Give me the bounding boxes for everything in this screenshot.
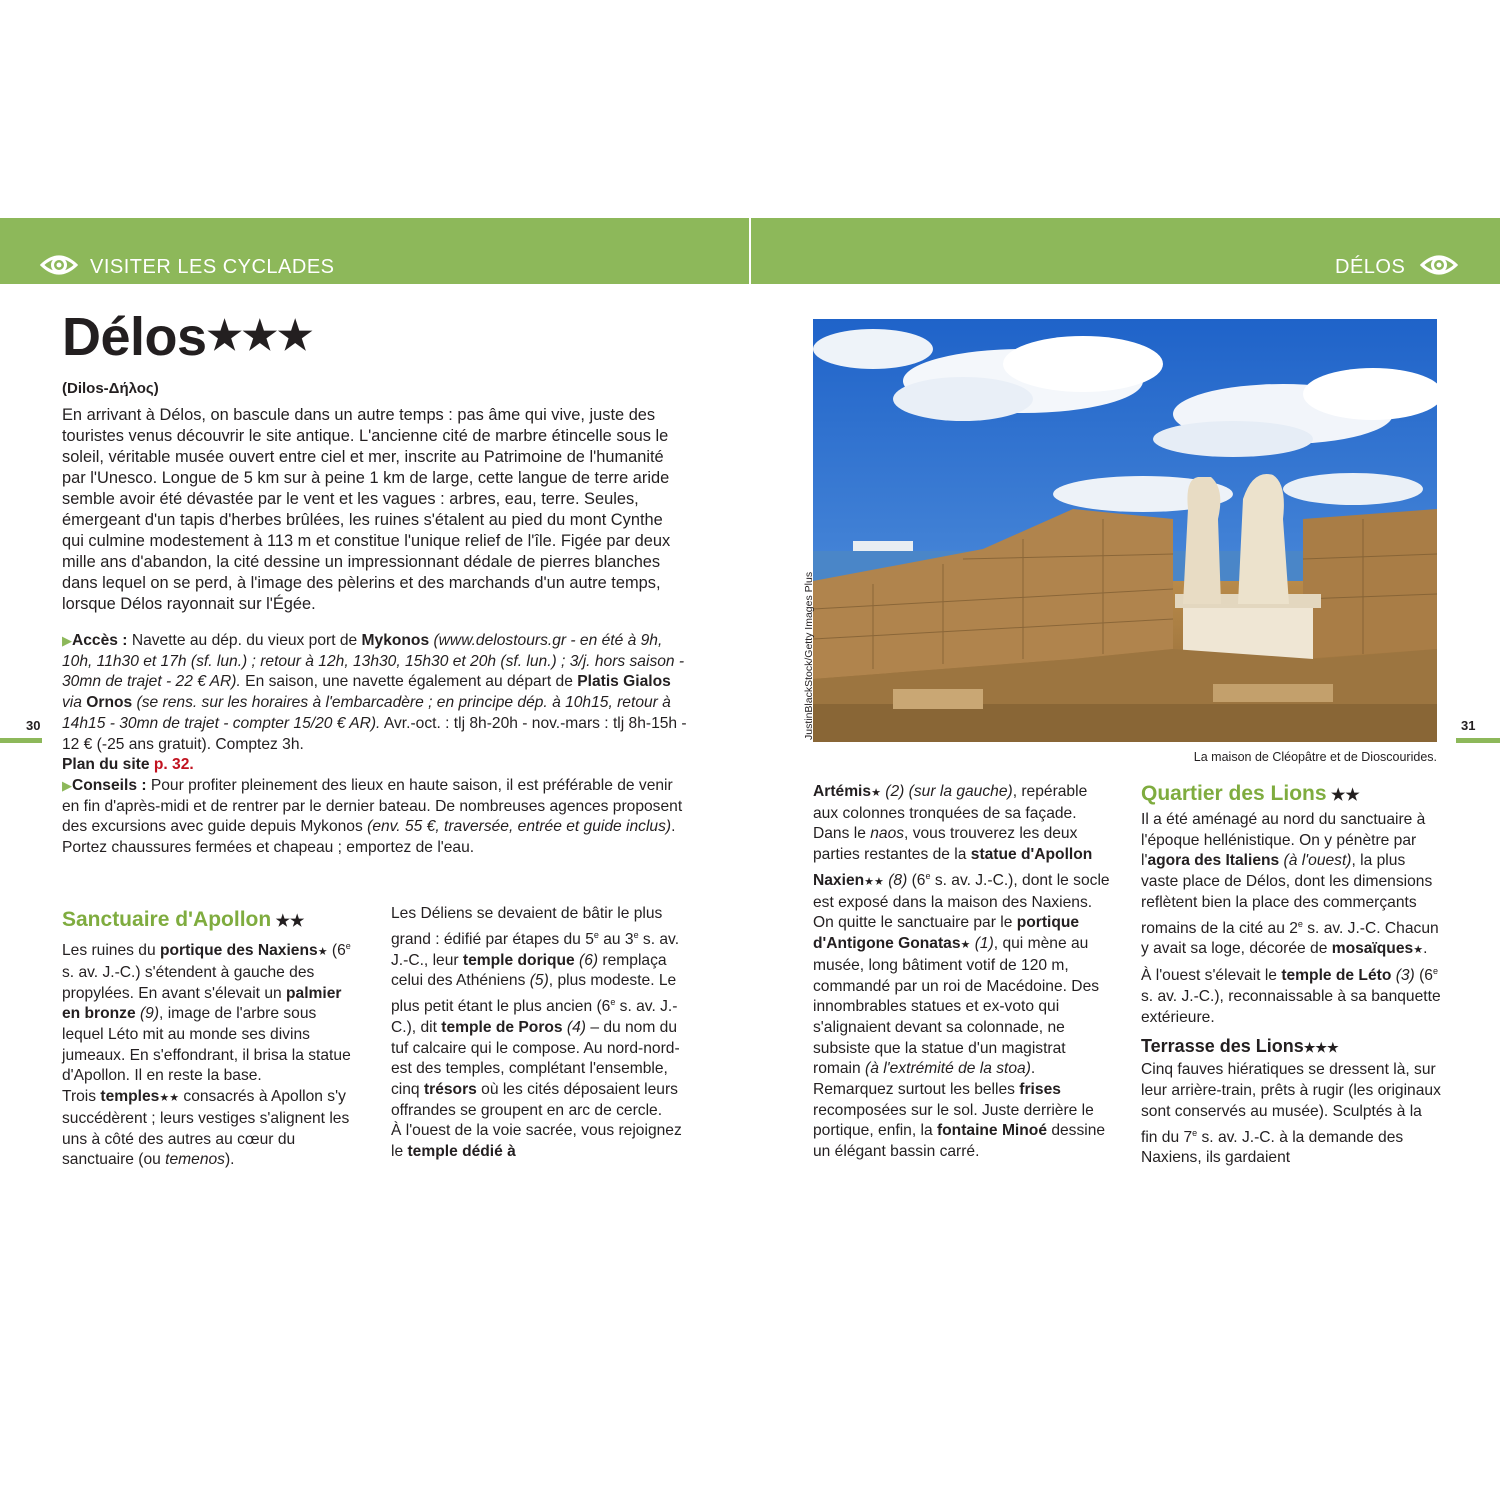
paragraph: Cinq fauves hiératiques se dressent là, sur leur arrière-train, prêts à rugir (les originaux sont conservés au musée). Sculptés à la fin du 7e s. av. J.-C. à la demande des Naxiens, ils gardaient <box>1141 1061 1441 1167</box>
triangle-bullet-icon: ▶ <box>62 633 72 648</box>
practical-info <box>62 631 687 859</box>
section-heading-lions-quarter: Quartier des Lions ★★ <box>1141 782 1360 805</box>
paragraph: Les ruines du portique des Naxiens★ (6e s. av. J.-C.) s'étendent à gauche des propylées. En avant s'élevait un palmier en bronze (9), image de l'arbre sous lequel Léto mit au monde ses divins jumeaux. En s'effondrant, il brisa la statue d'Apollon. Il en reste la base. <box>62 941 351 1085</box>
paragraph: Il a été aménagé au nord du sanctuaire à l'époque hellénistique. On y pénètre par l'agora des Italiens (à l'ouest), la plus vaste place de Délos, dont les dimensions reflètent bien la place des commerçants romains de la cité au 2e s. av. J.-C. Chacun y avait sa loge, décorée de mosaïques★. <box>1141 811 1439 958</box>
tips-paragraph: ▶Conseils : Pour profiter pleinement des lieux en haute saison, il est préférable de venir en fin d'après-midi et de rentrer par le dernier bateau. De nombreuses agences proposent des excursions avec guide depuis Mykonos (env. 55 €, traversée, entrée et guide inclus). Portez chaussures fermées et chapeau ; emportez de l'eau. <box>62 776 683 857</box>
page-title <box>62 306 313 368</box>
rating-stars: ★★★ <box>206 314 313 358</box>
photo-credit: JustinBlackStock/Getty Images Plus <box>803 571 815 740</box>
section-title-right: DÉLOS <box>1335 256 1406 278</box>
paragraph: À l'ouest de la voie sacrée, vous rejoignez le temple dédié à <box>391 1122 682 1161</box>
photo-house-cleopatra <box>813 319 1437 742</box>
section-title-left: VISITER LES CYCLADES <box>90 256 335 278</box>
site-plan-line: Plan du site p. 32. <box>62 756 194 774</box>
column-2 <box>391 904 691 1163</box>
page-marker-right <box>1456 738 1500 743</box>
eye-icon <box>40 252 78 278</box>
paragraph: Les Déliens se devaient de bâtir le plus grand : édifié par étapes du 5e au 3e s. av. J.-C., leur temple dorique (6) remplaça celui des Athéniens (5), plus modeste. Le plus petit étant le plus ancien (6e s. av. J.-C.), dit temple de Poros (4) – du nom du tuf calcaire qui le compose. Au nord-nord-est des temples, complétant l'ensemble, cinq trésors où les cités déposaient leurs offrandes se groupent en arc de cercle. <box>391 905 680 1119</box>
heading-stars: ★★ <box>1326 787 1360 804</box>
heading-stars: ★★★ <box>1303 1040 1339 1056</box>
page-marker-left <box>0 738 42 743</box>
sub-heading-lions-terrace: Terrasse des Lions★★★ <box>1141 1036 1339 1057</box>
intro-paragraph: En arrivant à Délos, on bascule dans un autre temps : pas âme qui vive, juste des touristes venus découvrir le site antique. L'ancienne cité de marbre étincelle sous le soleil, véritable musée ouvert entre ciel et mer, inscrite au Patrimoine de l'humanité par l'Unesco. Longue de 5 km sur à peine 1 km de large, cette langue de terre aride semble avoir été dévastée par le vent et les vagues : arbres, eau, terre. Seules, émergeant d'un tapis d'herbes brûlées, les ruines s'étalent au pied du mont Cynthe qui culmine modestement à 113 m et constitue l'unique relief de l'île. Figée par deux mille ans d'abandon, la cité dessine un impressionnant dédale de pierres blanches dans lequel on se perd, à l'image des pèlerins et des marchands d'un autre temps, lorsque Délos rayonnait sur l'Égée. <box>62 406 671 613</box>
column-3 <box>813 782 1113 1163</box>
site-plan-link[interactable]: p. 32. <box>153 756 194 774</box>
title-text: Délos <box>62 307 207 367</box>
heading-stars: ★★ <box>271 913 305 930</box>
access-paragraph: ▶Accès : Navette au dép. du vieux port de Mykonos (www.delostours.gr - en été à 9h, 10h, 11h30 et 17h (sf. lun.) ; retour à 12h, 13h30, 15h30 et 20h (sf. lun.) ; 3/j. hors saison - 30mn de trajet - 22 € AR). En saison, une navette également au départ de Platis Gialos via Ornos (se rens. sur les horaires à l'embarcadère ; en principe dép. à 10h15, retour à 14h15 - 30mn de trajet - compter 15/20 € AR). Avr.-oct. : tlj 8h-20h - nov.-mars : tlj 8h-15h - 12 € (-25 ans gratuit). Comptez 3h. <box>62 632 687 753</box>
page-number-right: 31 <box>1461 718 1476 733</box>
paragraph: Trois temples★★ consacrés à Apollon s'y succédèrent ; leurs vestiges s'alignent les uns à côté des autres au cœur du sanctuaire (ou temenos). <box>62 1088 350 1169</box>
page-number-left: 30 <box>26 718 41 733</box>
paragraph: À l'ouest s'élevait le temple de Léto (3) (6e s. av. J.-C.), reconnaissable à sa banquette extérieure. <box>1141 966 1441 1026</box>
paragraph: On quitte le sanctuaire par le portique d'Antigone Gonatas★ (1), qui mène au musée, long bâtiment votif de 120 m, commandé par un roi de Macédoine. Des innombrables statues et ex-voto qui s'alignaient devant sa colonnade, ne subsiste que la statue d'un magistrat romain (à l'extrémité de la stoa). Remarquez surtout les belles frises recomposées sur le sol. Juste derrière le portique, enfin, la fontaine Minoé dessine un élégant bassin carré. <box>813 914 1106 1161</box>
section-heading-sanctuary: Sanctuaire d'Apollon ★★ <box>62 908 305 931</box>
site-photo-illustration <box>813 319 1437 742</box>
photo-caption: La maison de Cléopâtre et de Dioscourides. <box>1193 750 1437 764</box>
eye-icon <box>1420 252 1458 278</box>
column-4 <box>1141 780 1441 1169</box>
column-1 <box>62 906 354 1171</box>
intro-block <box>62 405 687 615</box>
page-subtitle: (Dilos-Δήλος) <box>62 380 159 397</box>
paragraph: Artémis★ (2) (sur la gauche), repérable aux colonnes tronquées de sa façade. Dans le naos, vous trouverez les deux parties restantes de la statue d'Apollon Naxien★★ (8) (6e s. av. J.-C.), dont le socle est exposé dans la maison des Naxiens. <box>813 783 1110 911</box>
triangle-bullet-icon: ▶ <box>62 777 72 793</box>
